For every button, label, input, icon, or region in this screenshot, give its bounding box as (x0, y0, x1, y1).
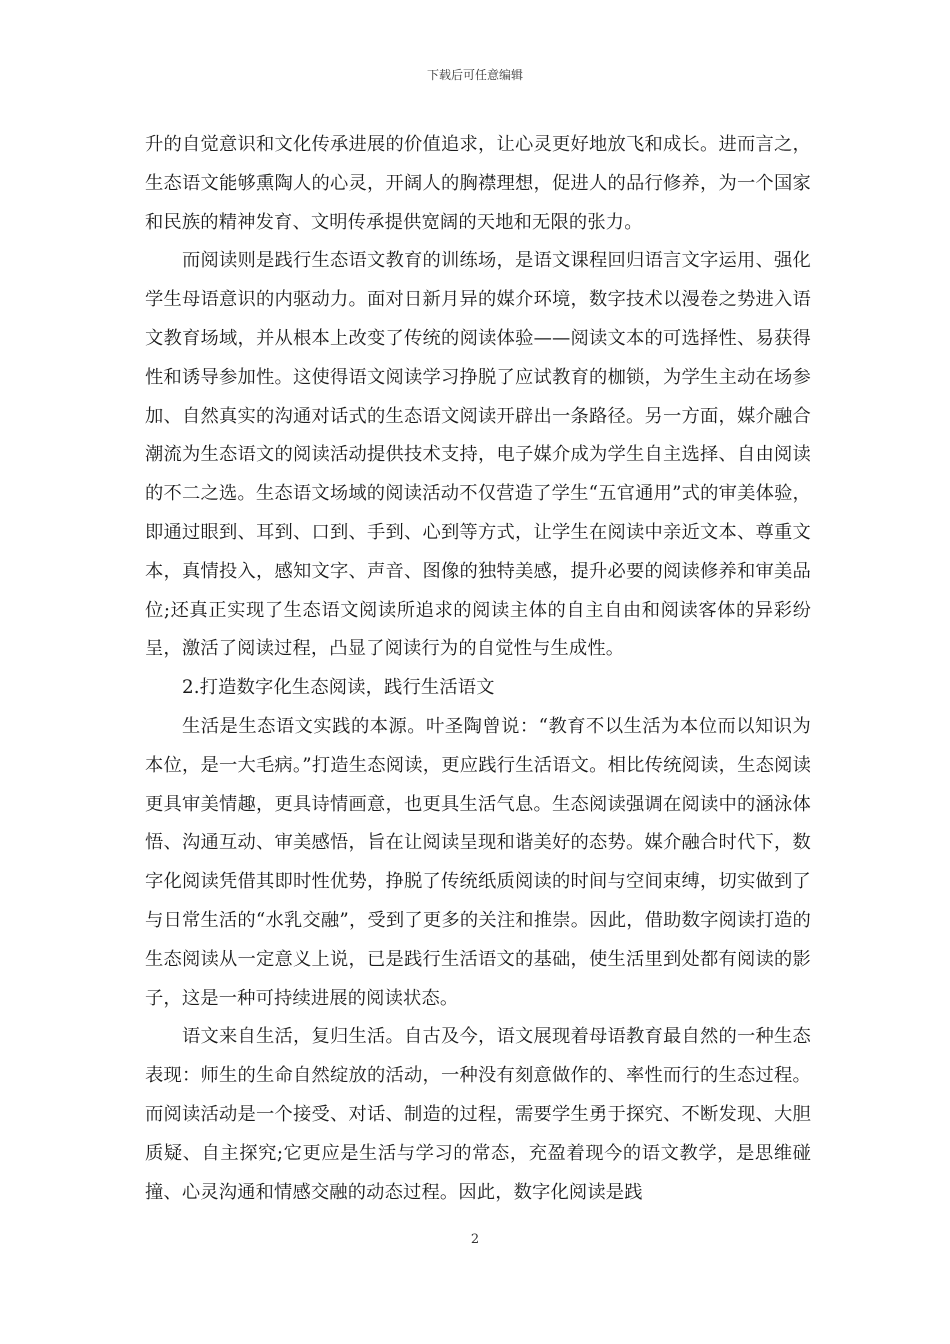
paragraph: 而阅读则是践行生态语文教育的训练场，是语文课程回归语言文字运用、强化学生母语意识的内驱动力。面对日新月异的媒介环境，数字技术以漫卷之势进入语文教育场域，并从根本上改变了传统的阅读体验——阅读文本的可选择性、易获得性和诱导参加性。这使得语文阅读学习挣脱了应试教育的枷锁，为学生主动在场参加、自然真实的沟通对话式的生态语文阅读开辟出一条路径。另一方面，媒介融合潮流为生态语文的阅读活动提供技术支持，电子媒介成为学生自主选择、自由阅读的不二之选。生态语文场域的阅读活动不仅营造了学生“五官通用”式的审美体验，即通过眼到、耳到、口到、手到、心到等方式，让学生在阅读中亲近文本、尊重文本，真情投入，感知文字、声音、图像的独特美感，提升必要的阅读修养和审美品位;还真正实现了生态语文阅读所追求的阅读主体的自主自由和阅读客体的异彩纷呈，激活了阅读过程，凸显了阅读行为的自觉性与生成性。 (145, 250, 811, 660)
section-heading: 2.打造数字化生态阅读，践行生活语文 (182, 677, 495, 699)
page-number: 2 (470, 1232, 480, 1247)
paragraph: 语文来自生活，复归生活。自古及今，语文展现着母语教育最自然的一种生态表现：师生的生命自然绽放的活动，一种没有刻意做作的、率性而行的生态过程。而阅读活动是一个接受、对话、制造的过程，需要学生勇于探究、不断发现、大胆质疑、自主探究;它更应是生活与学习的常态，充盈着现今的语文教学，是思维碰撞、心灵沟通和情感交融的动态过程。因此，数字化阅读是践 (145, 1026, 811, 1203)
paragraph-continued: 升的自觉意识和文化传承进展的价值追求，让心灵更好地放飞和成长。进而言之，生态语文能够熏陶人的心灵，开阔人的胸襟理想，促进人的品行修养，为一个国家和民族的精神发育、文明传承提供宽阔的天地和无限的张力。 (145, 134, 811, 233)
document-body (145, 126, 811, 1212)
paragraph: 生活是生态语文实践的本源。叶圣陶曾说：“教育不以生活为本位而以知识为本位，是一大毛病。”打造生态阅读，更应践行生活语文。相比传统阅读，生态阅读更具审美情趣，更具诗情画意，也更具生活气息。生态阅读强调在阅读中的涵泳体悟、沟通互动、审美感悟，旨在让阅读呈现和谐美好的态势。媒介融合时代下，数字化阅读凭借其即时性优势，挣脱了传统纸质阅读的时间与空间束缚，切实做到了与日常生活的“水乳交融”，受到了更多的关注和推崇。因此，借助数字阅读打造的生态阅读从一定意义上说，已是践行生活语文的基础，使生活里到处都有阅读的影子，这是一种可持续进展的阅读状态。 (145, 715, 811, 1009)
page-header: 下载后可任意编辑 (426, 68, 523, 82)
